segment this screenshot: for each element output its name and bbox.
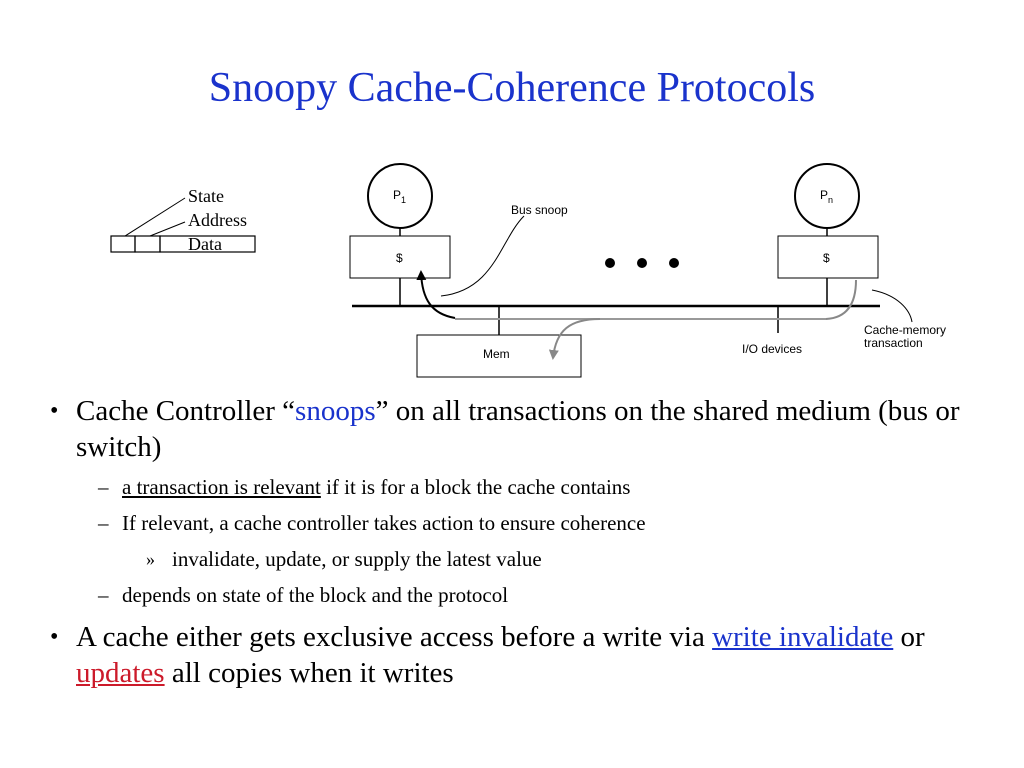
- sub-bullet-depends: [48, 581, 998, 609]
- bus-snoop-label: Bus snoop: [511, 203, 568, 217]
- bullet-snoops: [48, 393, 998, 465]
- relevant-underlined: a transaction is relevant: [122, 475, 321, 499]
- processor-n-label: $P_n$: [820, 188, 834, 205]
- processor-1-label: $P_1$: [393, 188, 407, 205]
- bullet-text-start: Cache Controller “: [76, 395, 296, 427]
- write-policy-start: A cache either gets exclusive access before a write via: [76, 621, 713, 653]
- depends-text: depends on state of the block and the protocol: [122, 583, 509, 607]
- bullet-text-end: ” on all transactions on the shared medium (bus or switch): [76, 395, 960, 463]
- cache-n-label: $: [823, 251, 830, 265]
- cache-line-format: [111, 186, 255, 254]
- dash-marker: –: [98, 583, 109, 607]
- processor-1-node: [350, 164, 450, 306]
- ellipsis-dot: [605, 258, 615, 268]
- bus-snoop-leader: [441, 216, 524, 296]
- data-label: Data: [188, 234, 222, 254]
- ellipsis-dot: [637, 258, 647, 268]
- transaction-arrow-top: [826, 280, 856, 319]
- io-devices-label: I/O devices: [742, 342, 803, 356]
- action-text: If relevant, a cache controller takes action to ensure coherence: [122, 511, 646, 535]
- invalidate-text: invalidate, update, or supply the latest value: [172, 547, 542, 571]
- sub-bullet-relevant: [48, 473, 998, 501]
- sub-sub-bullet-invalidate: [48, 545, 998, 573]
- relevant-rest: if it is for a block the cache contains: [320, 475, 631, 499]
- bullet-marker: •: [50, 398, 59, 424]
- dash-marker: –: [98, 511, 109, 535]
- bullet-write-policy: [48, 619, 998, 691]
- cache-memory-label: Cache-memory transaction: [864, 323, 947, 350]
- line-state-cell: [111, 236, 135, 252]
- state-leader-line: [125, 198, 185, 236]
- write-policy-mid: or: [893, 621, 925, 653]
- address-leader-line: [150, 222, 185, 236]
- slide-title: Snoopy Cache-Coherence Protocols: [208, 65, 816, 111]
- write-policy-end: all copies when it writes: [164, 657, 454, 689]
- cache-1-label: $: [396, 251, 403, 265]
- bullet-marker: •: [50, 624, 59, 650]
- ellipsis-dot: [669, 258, 679, 268]
- memory-label: Mem: [483, 347, 510, 361]
- sub-bullet-action: [48, 509, 998, 537]
- processor-n-node: [778, 164, 878, 306]
- line-address-cell: [135, 236, 160, 252]
- address-label: Address: [188, 210, 247, 230]
- dash-marker: –: [98, 475, 109, 499]
- guillemet-marker: »: [146, 549, 155, 569]
- snoops-highlight: snoops: [295, 395, 376, 427]
- state-label: State: [188, 186, 224, 206]
- write-invalidate-link[interactable]: write invalidate: [712, 621, 894, 653]
- bullet-list: [48, 393, 998, 691]
- updates-link[interactable]: updates: [76, 657, 165, 689]
